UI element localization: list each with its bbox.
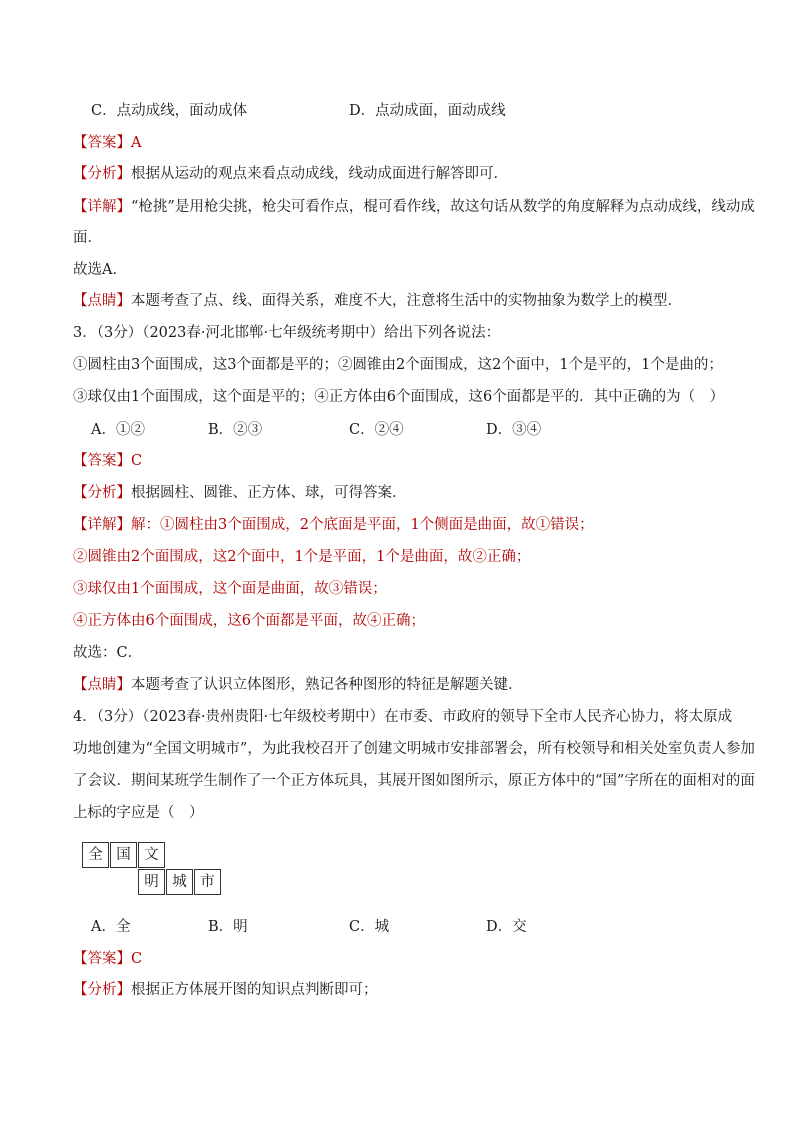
q3-detail-line-4: ④正方体由6个面围成，这6个面都是平面，故④正确； xyxy=(73,613,425,629)
q3-analysis xyxy=(73,483,407,503)
analysis-text: 根据从运动的观点来看点动成线，线动成面进行解答即可． xyxy=(131,166,508,182)
net-cell: 全 xyxy=(82,842,109,868)
detail-tag: 【详解】 xyxy=(73,517,131,533)
analysis-tag: 【分析】 xyxy=(73,166,131,182)
q2-detail-cont: 面． xyxy=(73,230,102,246)
q2-option-c: C．点动成线，面动成体 xyxy=(91,103,248,119)
net-cell: 明 xyxy=(138,869,165,895)
answer-value: C xyxy=(131,453,143,469)
q4-option-c: C．城 xyxy=(349,919,390,935)
cube-net-figure xyxy=(82,842,224,896)
q2-analysis xyxy=(73,164,508,184)
q3-detail xyxy=(73,515,594,535)
q3-detail-line-3: ③球仅由1个面围成，这个面是曲面，故③错误； xyxy=(73,581,387,597)
q3-option-b: B．②③ xyxy=(208,422,263,438)
net-cell: 文 xyxy=(138,842,165,868)
answer-tag: 【答案】 xyxy=(73,135,131,151)
q4-option-b: B．明 xyxy=(208,919,248,935)
comment-text: 本题考查了认识立体图形，熟记各种图形的特征是解题关键． xyxy=(131,677,523,693)
answer-tag: 【答案】 xyxy=(73,951,131,967)
net-cell: 市 xyxy=(194,869,221,895)
answer-value: C xyxy=(131,951,143,967)
q4-stem-line-2: 功地创建为“全国文明城市”，为此我校召开了创建文明城市安排部署会，所有校领导和相关处室负责人参加 xyxy=(73,741,755,757)
q2-answer xyxy=(73,133,141,153)
q3-answer xyxy=(73,451,142,471)
detail-tag: 【详解】 xyxy=(73,199,131,215)
q3-stem-line-2: ①圆柱由3个面围成，这3个面都是平的；②圆锥由2个面围成，这2个面中，1个是平的，1个是曲的； xyxy=(73,357,723,373)
q3-stem-line-1: 3．（3分）（2023春·河北邯郸·七年级统考期中）给出下列各说法： xyxy=(73,325,501,341)
answer-value: A xyxy=(131,135,142,151)
q4-option-a: A．全 xyxy=(91,919,131,935)
q3-option-a: A．①② xyxy=(91,422,145,438)
comment-text: 本题考查了点、线、面得关系，难度不大，注意将生活中的实物抽象为数学上的模型． xyxy=(131,293,682,309)
q4-stem-line-1: 4．（3分）（2023春·贵州贵阳·七年级校考期中）在市委、市政府的领导下全市人民齐心协力，将太原成 xyxy=(73,709,733,725)
net-cell: 城 xyxy=(166,869,193,895)
detail-text: “枪挑”是用枪尖挑，枪尖可看作点，棍可看作线，故这句话从数学的角度解释为点动成线，线动成 xyxy=(131,199,755,215)
q3-detail-line-2: ②圆锥由2个面围成，这2个面中，1个是平面，1个是曲面，故②正确； xyxy=(73,549,531,565)
analysis-text: 根据圆柱、圆锥、正方体、球，可得答案． xyxy=(131,485,407,501)
analysis-tag: 【分析】 xyxy=(73,982,131,998)
q2-choose: 故选A． xyxy=(73,262,127,278)
q4-stem-line-3: 了会议．期间某班学生制作了一个正方体玩具，其展开图如图所示，原正方体中的“国”字所在的面相对的面 xyxy=(73,773,755,789)
q4-analysis xyxy=(73,980,378,1000)
q2-detail xyxy=(73,197,755,217)
comment-tag: 【点睛】 xyxy=(73,677,131,693)
q3-comment xyxy=(73,675,523,695)
q2-option-d: D．点动成面，面动成线 xyxy=(349,103,506,119)
analysis-tag: 【分析】 xyxy=(73,485,131,501)
detail-line-1: 解：①圆柱由3个面围成，2个底面是平面，1个侧面是曲面，故①错误； xyxy=(131,517,594,533)
q3-stem-line-3: ③球仅由1个面围成，这个面是平的；④正方体由6个面围成，这6个面都是平的．其中正确的为（ ） xyxy=(73,389,725,405)
q4-option-d: D．交 xyxy=(486,919,527,935)
q3-choose: 故选：C． xyxy=(73,645,143,661)
q2-comment xyxy=(73,291,682,311)
analysis-text: 根据正方体展开图的知识点判断即可； xyxy=(131,982,378,998)
q3-option-c: C．②④ xyxy=(349,422,404,438)
q4-stem-line-4: 上标的字应是（ ） xyxy=(73,805,204,821)
comment-tag: 【点睛】 xyxy=(73,293,131,309)
net-cell: 国 xyxy=(110,842,137,868)
q3-option-d: D．③④ xyxy=(486,422,542,438)
q4-answer xyxy=(73,949,142,969)
answer-tag: 【答案】 xyxy=(73,453,131,469)
